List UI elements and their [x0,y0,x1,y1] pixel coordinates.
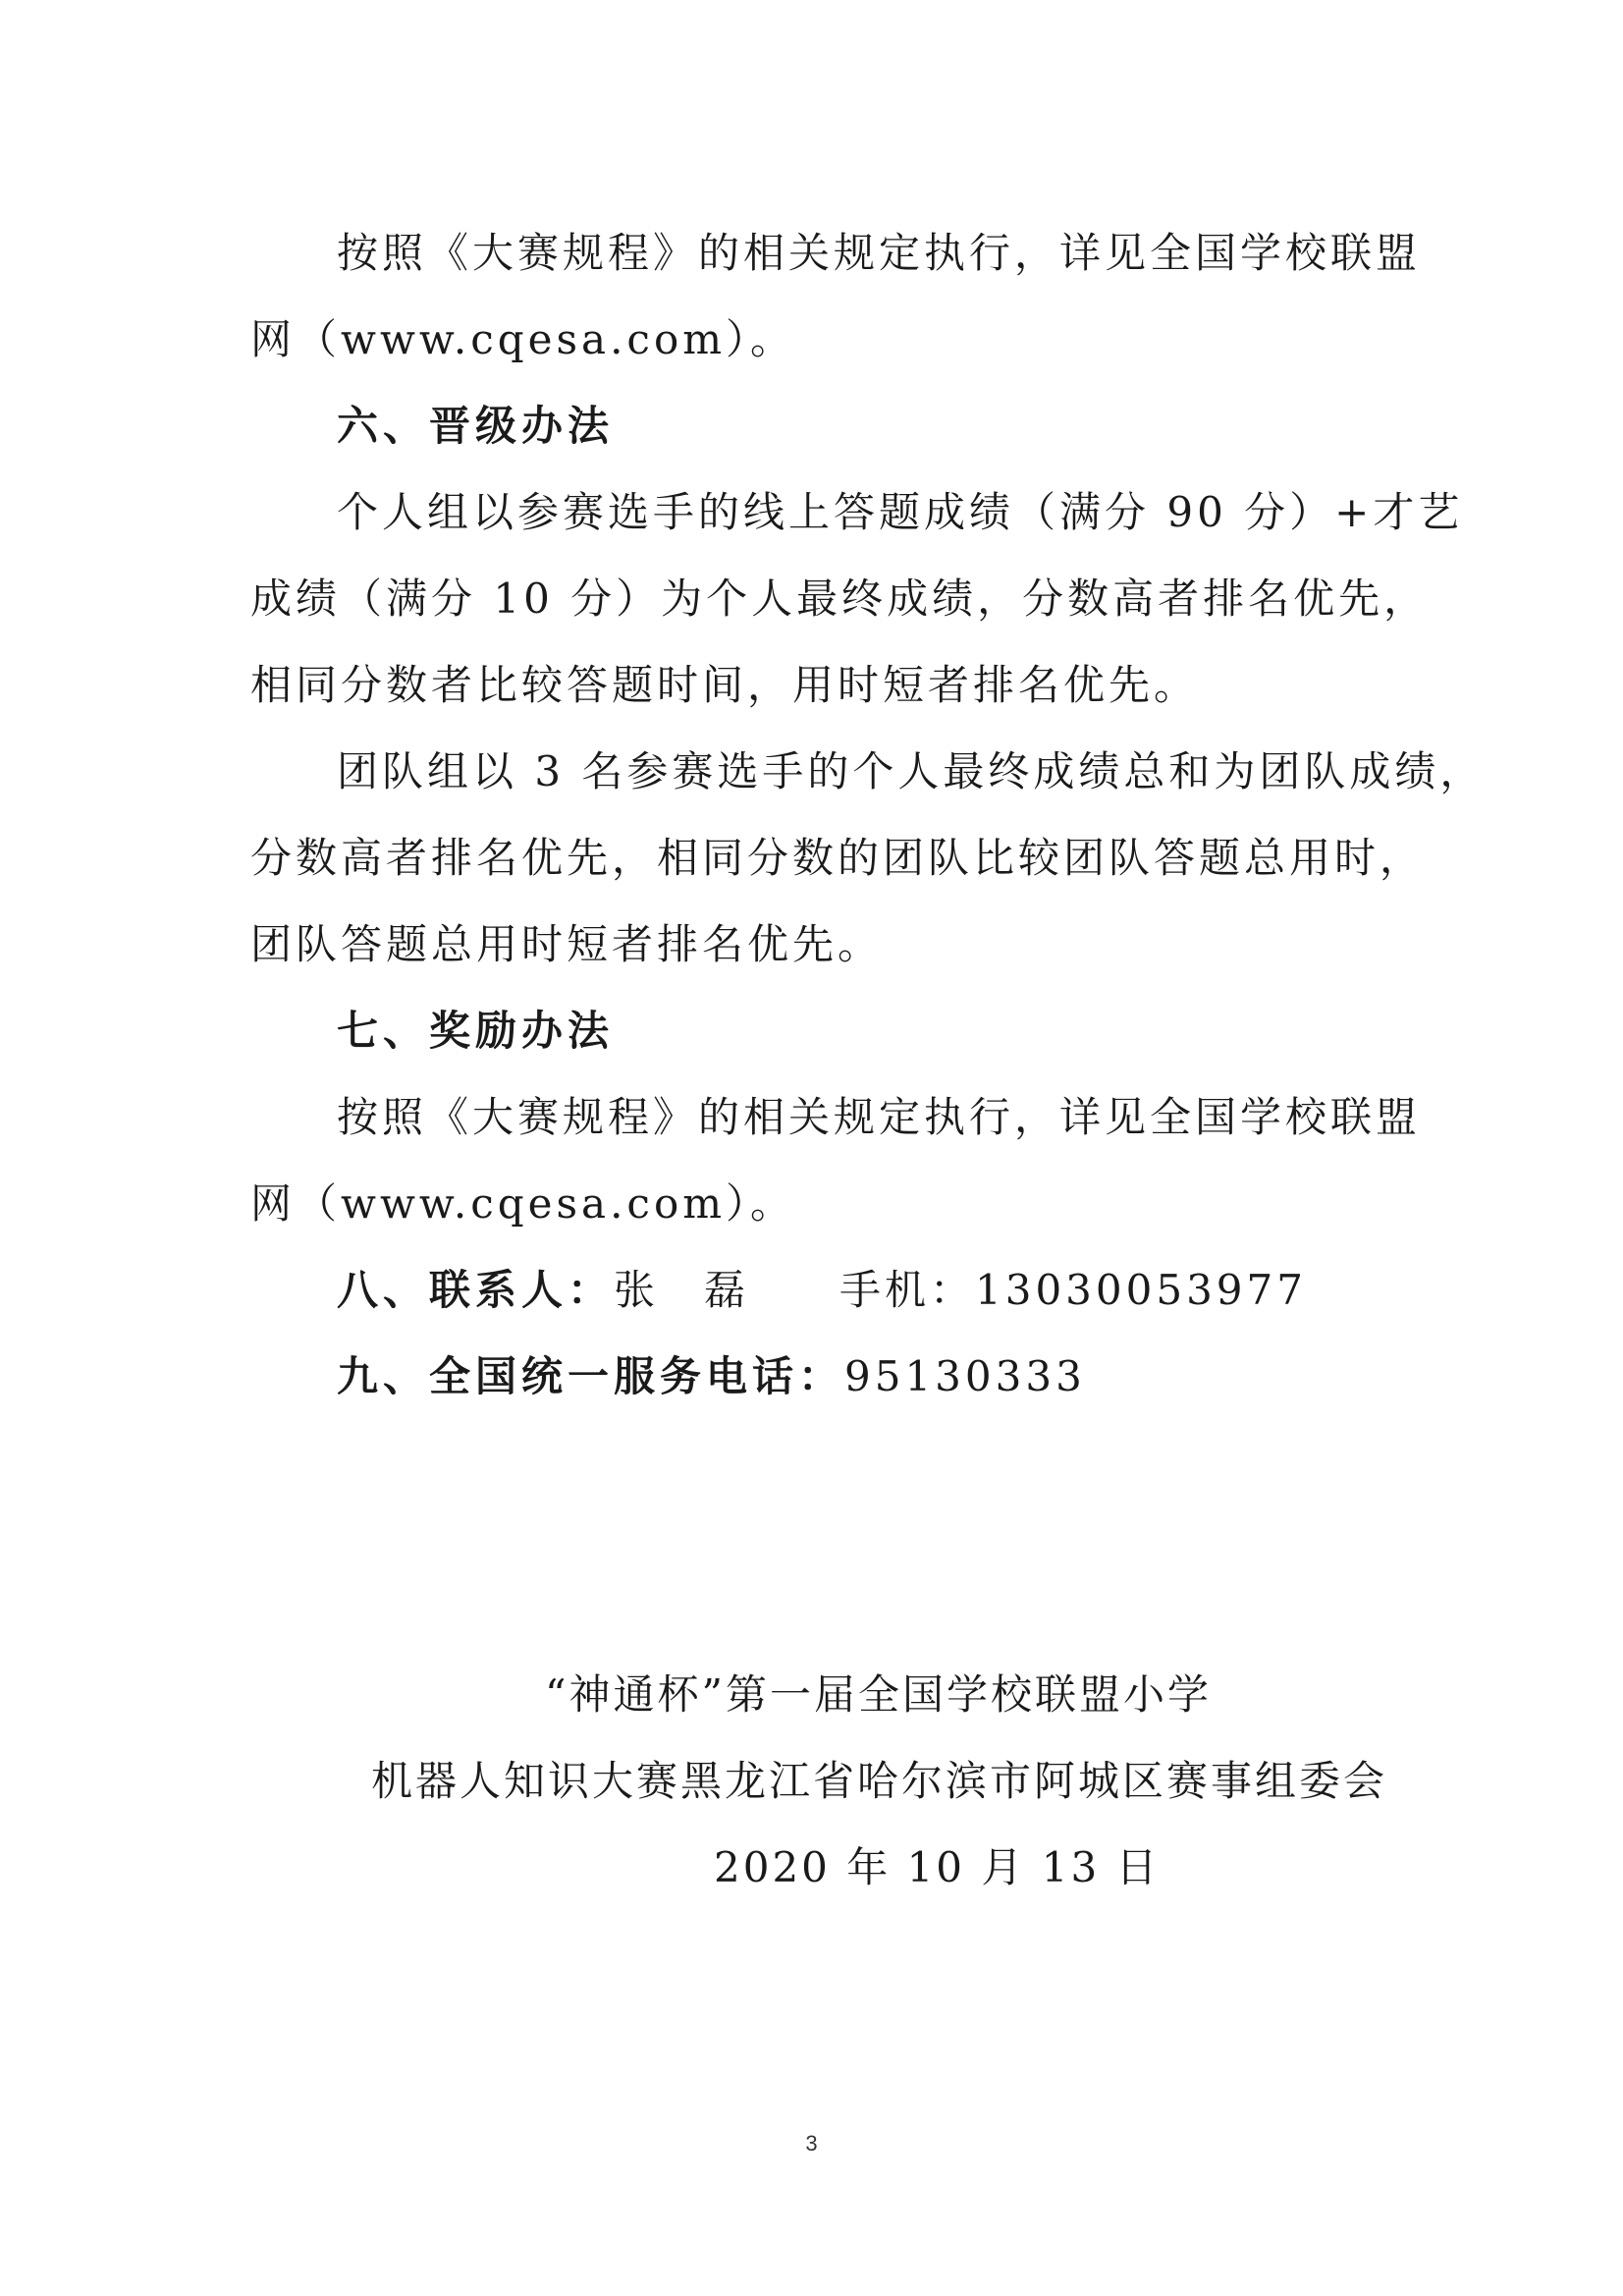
paragraph-line: 网（www.cqesa.com）。 [250,315,796,363]
service-number: 95130333 [844,1352,1086,1400]
paragraph-line: 分数高者排名优先，相同分数的团队比较团队答题总用时， [250,834,1426,882]
paragraph-line: 按照《大赛规程》的相关规定执行，详见全国学校联盟 [337,1093,1422,1141]
section-heading: 六、晋级办法 [337,402,615,450]
contact-label: 八、联系人： [337,1266,615,1314]
page-number: 3 [805,2131,818,2156]
paragraph-line: 按照《大赛规程》的相关规定执行，详见全国学校联盟 [337,229,1422,277]
paragraph-line: 相同分数者比较答题时间，用时短者排名优先。 [250,661,1200,709]
contact-line [337,1261,1307,1320]
signature-date: 2020 年 10 月 13 日 [714,1843,1161,1891]
paragraph-line: 网（www.cqesa.com）。 [250,1179,796,1228]
signature-line: 机器人知识大赛黑龙江省哈尔滨市阿城区赛事组委会 [371,1757,1388,1805]
service-line [337,1347,1086,1406]
paragraph-line: 团队答题总用时短者排名优先。 [250,920,884,968]
paragraph-line: 个人组以参赛选手的线上答题成绩（满分 90 分）+才艺 [337,488,1464,536]
service-label: 九、全国统一服务电话： [337,1352,845,1400]
signature-line: “神通杯”第一届全国学校联盟小学 [545,1670,1212,1719]
contact-text: 张 磊 手机：13030053977 [614,1266,1307,1314]
paragraph-line: 成绩（满分 10 分）为个人最终成绩，分数高者排名优先， [250,574,1430,623]
paragraph-line: 团队组以 3 名参赛选手的个人最终成绩总和为团队成绩， [337,747,1486,795]
section-heading: 七、奖励办法 [337,1007,615,1055]
